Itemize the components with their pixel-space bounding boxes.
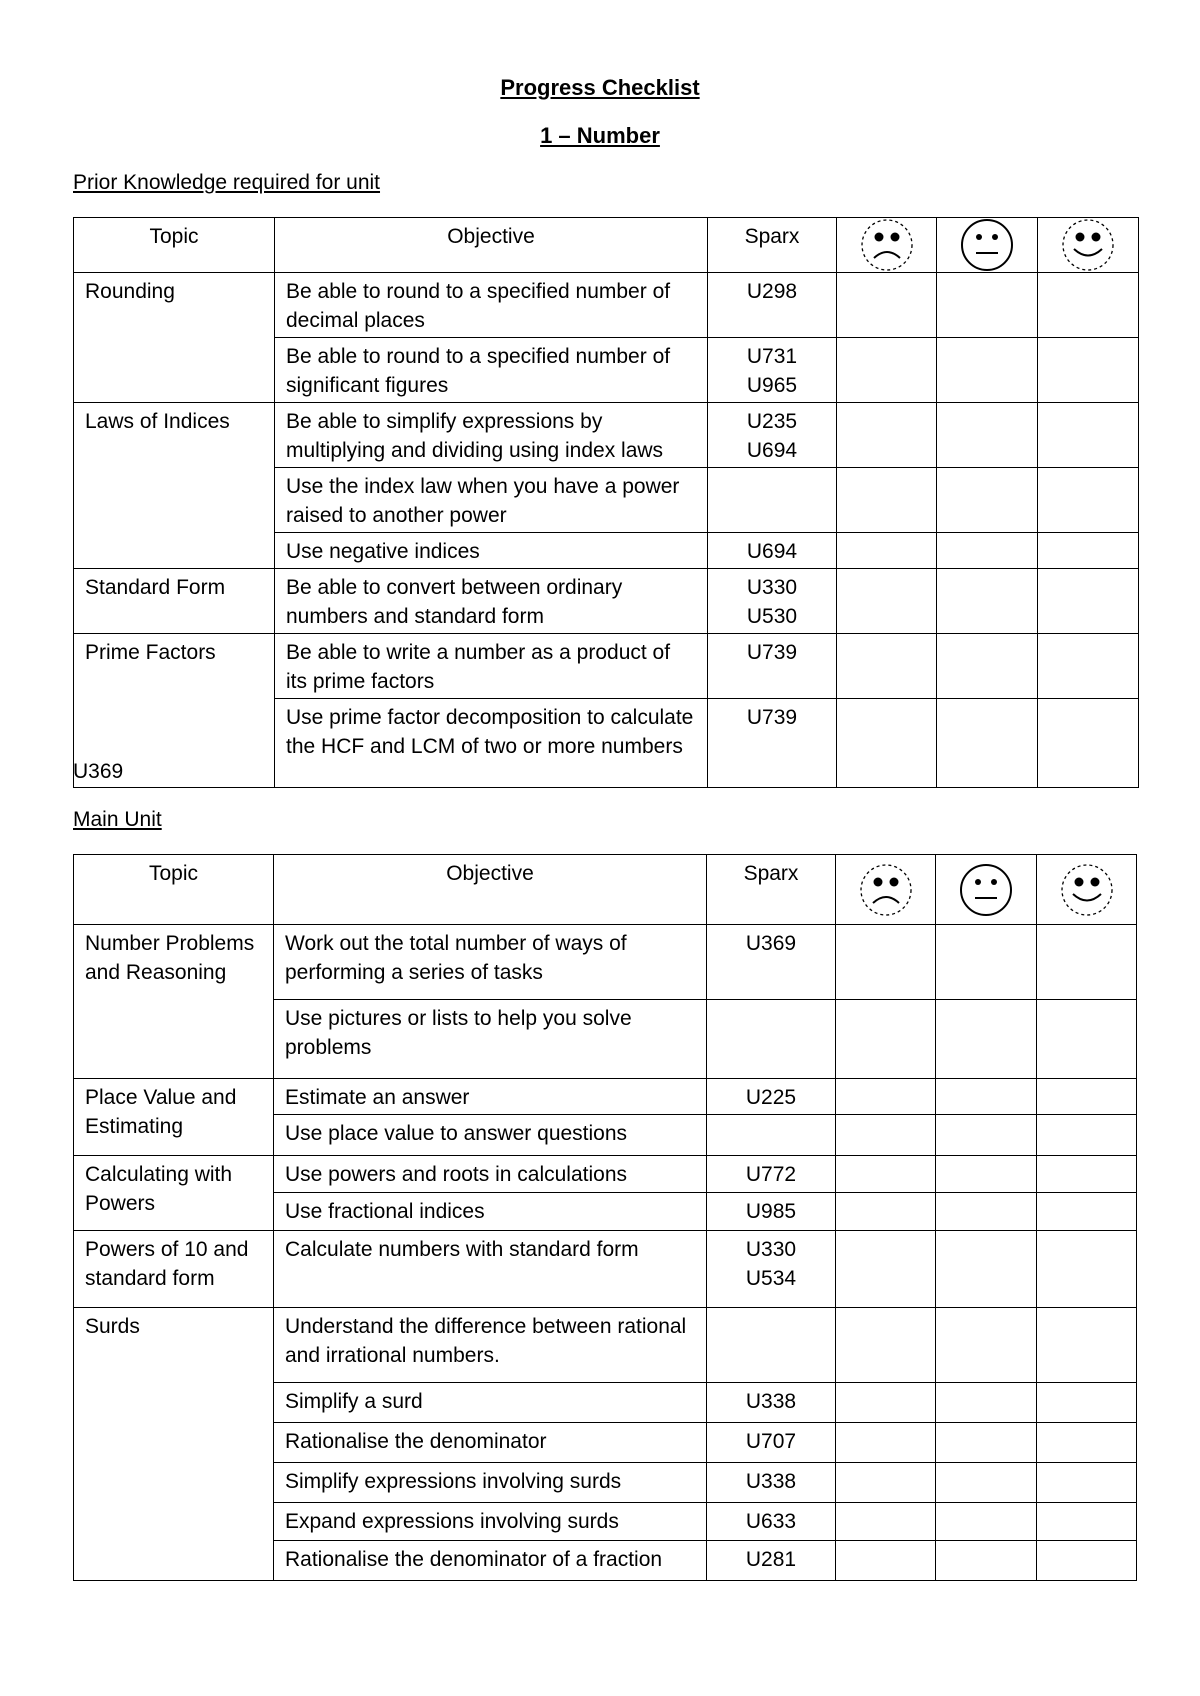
- sparx-code: U534: [745, 1267, 797, 1290]
- sparx-cell: [707, 1231, 836, 1308]
- topic-header: Topic: [74, 218, 275, 273]
- rating-cell[interactable]: [836, 1156, 936, 1193]
- sparx-cell: [707, 1383, 836, 1423]
- sparx-code: U330: [746, 576, 798, 599]
- rating-cell[interactable]: [1037, 1541, 1137, 1581]
- happy-face-header: [1038, 218, 1139, 273]
- rating-cell[interactable]: [937, 338, 1038, 403]
- objective-cell: Use pictures or lists to help you solve problems: [274, 1000, 707, 1079]
- rating-cell[interactable]: [837, 533, 937, 569]
- rating-cell[interactable]: [936, 1231, 1037, 1308]
- sad-face-header: [836, 855, 936, 925]
- rating-cell[interactable]: [1038, 403, 1139, 468]
- rating-cell[interactable]: [936, 1115, 1037, 1156]
- happy-face-header: [1037, 855, 1137, 925]
- objective-cell: Use place value to answer questions: [274, 1115, 707, 1156]
- rating-cell[interactable]: [836, 1541, 936, 1581]
- rating-cell[interactable]: [1038, 699, 1139, 788]
- sparx-cell: [707, 1308, 836, 1383]
- neutral-face-header: [937, 218, 1038, 273]
- sparx-cell: [707, 1503, 836, 1541]
- sparx-code: U530: [746, 605, 798, 628]
- rating-cell[interactable]: [836, 1000, 936, 1079]
- sparx-code: U225: [745, 1086, 797, 1109]
- rating-cell[interactable]: [937, 699, 1038, 788]
- neutral-face-icon: [958, 218, 1016, 272]
- objective-cell: Use prime factor decomposition to calculate the HCF and LCM of two or more numbers: [275, 699, 708, 788]
- rating-cell[interactable]: [1038, 533, 1139, 569]
- objective-cell: Use the index law when you have a power raised to another power: [275, 468, 708, 533]
- sparx-code: U298: [746, 280, 798, 303]
- table-row: [74, 403, 1139, 468]
- objective-cell: Understand the difference between rational and irrational numbers.: [274, 1308, 707, 1383]
- rating-cell[interactable]: [836, 1383, 936, 1423]
- rating-cell[interactable]: [1037, 1156, 1137, 1193]
- rating-cell[interactable]: [836, 1231, 936, 1308]
- rating-cell[interactable]: [936, 1383, 1037, 1423]
- rating-cell[interactable]: [936, 1079, 1037, 1115]
- rating-cell[interactable]: [1037, 1463, 1137, 1503]
- objective-cell: Be able to round to a specified number of significant figures: [275, 338, 708, 403]
- objective-cell: Rationalise the denominator of a fraction: [274, 1541, 707, 1581]
- rating-cell[interactable]: [936, 1463, 1037, 1503]
- topic-cell: Calculating with Powers: [74, 1156, 274, 1231]
- objective-cell: Be able to round to a specified number of decimal places: [275, 273, 708, 338]
- topic-cell: Standard Form: [74, 569, 275, 634]
- happy-face-icon: [1059, 218, 1117, 272]
- sparx-code: U633: [745, 1510, 797, 1533]
- sparx-header: Sparx: [708, 218, 837, 273]
- topic-cell: Surds: [74, 1308, 274, 1581]
- main-unit-table: [73, 854, 1137, 1581]
- page-title: Progress Checklist: [500, 75, 700, 100]
- sparx-cell: [707, 1000, 836, 1079]
- rating-cell[interactable]: [1037, 1000, 1137, 1079]
- sparx-code: U330: [745, 1238, 797, 1261]
- objective-cell: Simplify a surd: [274, 1383, 707, 1423]
- rating-cell[interactable]: [937, 273, 1038, 338]
- rating-cell[interactable]: [936, 1503, 1037, 1541]
- rating-cell[interactable]: [1037, 1079, 1137, 1115]
- rating-cell[interactable]: [1037, 1115, 1137, 1156]
- sparx-cell: [708, 338, 837, 403]
- sparx-code: U281: [745, 1548, 797, 1571]
- rating-cell[interactable]: [1037, 925, 1137, 1000]
- rating-cell[interactable]: [837, 273, 937, 338]
- sparx-code: U731: [746, 345, 798, 368]
- rating-cell[interactable]: [936, 1000, 1037, 1079]
- rating-cell[interactable]: [837, 634, 937, 699]
- rating-cell[interactable]: [836, 1193, 936, 1231]
- table-row: [74, 634, 1139, 699]
- rating-cell[interactable]: [837, 338, 937, 403]
- sparx-code: U235: [746, 410, 798, 433]
- sparx-code: U707: [745, 1430, 797, 1453]
- objective-header: Objective: [275, 218, 708, 273]
- sparx-cell: [708, 403, 837, 468]
- objective-header: Objective: [274, 855, 707, 925]
- sparx-cell: [707, 1156, 836, 1193]
- rating-cell[interactable]: [1037, 1193, 1137, 1231]
- rating-cell[interactable]: [837, 403, 937, 468]
- topic-cell: Prime Factors: [74, 634, 275, 788]
- rating-cell[interactable]: [936, 1423, 1037, 1463]
- rating-cell[interactable]: [836, 1115, 936, 1156]
- sparx-cell: [707, 1115, 836, 1156]
- topic-cell: Number Problems and Reasoning: [74, 925, 274, 1079]
- table-header-row: [74, 218, 1139, 273]
- rating-cell[interactable]: [1037, 1308, 1137, 1383]
- sparx-cell: [708, 634, 837, 699]
- page-subtitle: 1 – Number: [540, 123, 660, 148]
- objective-cell: Use fractional indices: [274, 1193, 707, 1231]
- rating-cell[interactable]: [836, 1503, 936, 1541]
- rating-cell[interactable]: [936, 925, 1037, 1000]
- rating-cell[interactable]: [936, 1193, 1037, 1231]
- rating-cell[interactable]: [1038, 569, 1139, 634]
- table-row: [74, 1079, 1137, 1115]
- rating-cell[interactable]: [1038, 273, 1139, 338]
- topic-cell: Powers of 10 and standard form: [74, 1231, 274, 1308]
- objective-cell: Expand expressions involving surds: [274, 1503, 707, 1541]
- rating-cell[interactable]: [937, 403, 1038, 468]
- sparx-code: U739: [746, 641, 798, 664]
- sparx-cell: [707, 1463, 836, 1503]
- rating-cell[interactable]: [837, 699, 937, 788]
- topic-cell: Laws of Indices: [74, 403, 275, 569]
- sparx-code: U694: [746, 540, 798, 563]
- sparx-header: Sparx: [707, 855, 836, 925]
- topic-cell: Place Value and Estimating: [74, 1079, 274, 1156]
- topic-cell: Rounding: [74, 273, 275, 403]
- rating-cell[interactable]: [937, 634, 1038, 699]
- sparx-code: U739: [746, 706, 798, 729]
- objective-cell: Use powers and roots in calculations: [274, 1156, 707, 1193]
- objective-cell: Rationalise the denominator: [274, 1423, 707, 1463]
- sad-face-icon: [858, 218, 916, 272]
- objective-cell: Use negative indices: [275, 533, 708, 569]
- rating-cell[interactable]: [937, 533, 1038, 569]
- table-row: [74, 273, 1139, 338]
- rating-cell[interactable]: [937, 468, 1038, 533]
- sparx-code: U338: [745, 1390, 797, 1413]
- neutral-face-icon: [957, 863, 1015, 917]
- rating-cell[interactable]: [836, 1079, 936, 1115]
- stray-sparx-code: U369: [73, 760, 124, 783]
- rating-cell[interactable]: [936, 1541, 1037, 1581]
- neutral-face-header: [936, 855, 1037, 925]
- rating-cell[interactable]: [1038, 338, 1139, 403]
- table-row: [74, 1156, 1137, 1193]
- sparx-code: U985: [745, 1200, 797, 1223]
- objective-cell: Simplify expressions involving surds: [274, 1463, 707, 1503]
- rating-cell[interactable]: [836, 1308, 936, 1383]
- sparx-code: U772: [745, 1163, 797, 1186]
- sparx-cell: [707, 1193, 836, 1231]
- sparx-cell: [708, 273, 837, 338]
- prior-knowledge-table: [73, 217, 1139, 788]
- sad-face-icon: [857, 863, 915, 917]
- rating-cell[interactable]: [1037, 1423, 1137, 1463]
- sparx-cell: [708, 533, 837, 569]
- rating-cell[interactable]: [1037, 1383, 1137, 1423]
- sparx-cell: [707, 1541, 836, 1581]
- table-row: [74, 569, 1139, 634]
- sparx-code: U965: [746, 374, 798, 397]
- happy-face-icon: [1058, 863, 1116, 917]
- sparx-cell: [708, 569, 837, 634]
- rating-cell[interactable]: [836, 1423, 936, 1463]
- rating-cell[interactable]: [936, 1308, 1037, 1383]
- rating-cell[interactable]: [1037, 1503, 1137, 1541]
- sad-face-header: [837, 218, 937, 273]
- objective-cell: Be able to simplify expressions by multiplying and dividing using index laws: [275, 403, 708, 468]
- rating-cell[interactable]: [836, 925, 936, 1000]
- table-row: [74, 1231, 1137, 1308]
- rating-cell[interactable]: [1037, 1231, 1137, 1308]
- sparx-cell: [708, 699, 837, 788]
- table-row: [74, 925, 1137, 1000]
- sparx-cell: [708, 468, 837, 533]
- prior-knowledge-heading: Prior Knowledge required for unit: [73, 171, 381, 194]
- sparx-cell: [707, 925, 836, 1000]
- sparx-code: U369: [745, 932, 797, 955]
- table-row: [74, 1308, 1137, 1383]
- rating-cell[interactable]: [836, 1463, 936, 1503]
- rating-cell[interactable]: [837, 569, 937, 634]
- rating-cell[interactable]: [937, 569, 1038, 634]
- topic-header: Topic: [74, 855, 274, 925]
- rating-cell[interactable]: [1038, 468, 1139, 533]
- objective-cell: Work out the total number of ways of performing a series of tasks: [274, 925, 707, 1000]
- objective-cell: Be able to write a number as a product of its prime factors: [275, 634, 708, 699]
- sparx-cell: [707, 1423, 836, 1463]
- main-unit-heading: Main Unit: [73, 808, 162, 831]
- sparx-code: U338: [745, 1470, 797, 1493]
- table-header-row: [74, 855, 1137, 925]
- objective-cell: Be able to convert between ordinary numbers and standard form: [275, 569, 708, 634]
- objective-cell: Calculate numbers with standard form: [274, 1231, 707, 1308]
- objective-cell: Estimate an answer: [274, 1079, 707, 1115]
- rating-cell[interactable]: [1038, 634, 1139, 699]
- sparx-cell: [707, 1079, 836, 1115]
- rating-cell[interactable]: [936, 1156, 1037, 1193]
- rating-cell[interactable]: [837, 468, 937, 533]
- sparx-code: U694: [746, 439, 798, 462]
